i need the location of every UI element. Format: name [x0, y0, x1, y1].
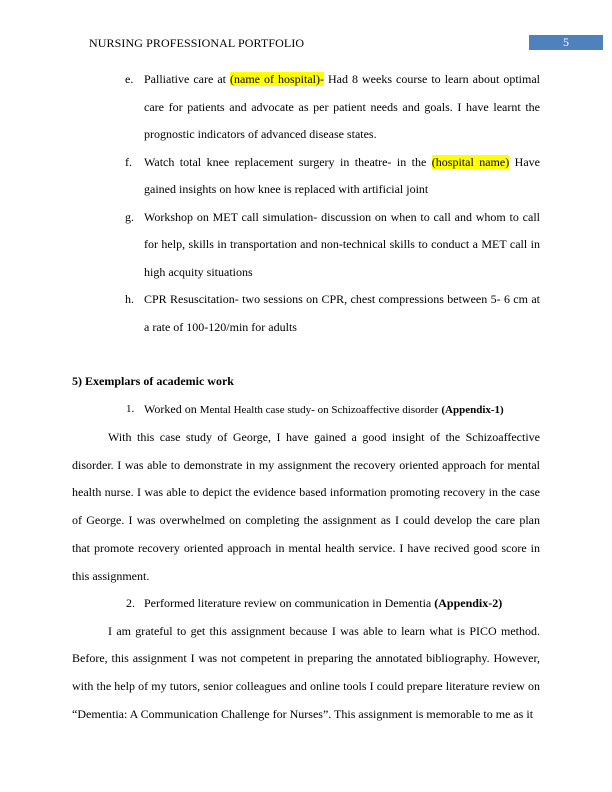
page-number: 5 — [529, 35, 603, 50]
list-marker: e. — [125, 72, 134, 86]
highlighted-placeholder: (hospital name) — [431, 154, 510, 169]
item-text: Palliative care at — [144, 72, 230, 86]
paragraph: I am grateful to get this assignment because I was able to learn what is PICO method. Before, this assignment I was not competent in preparing the annotated bibliography. However, with the help of my tutors, senior colleagues and online tools I could prepare literature review on “Dementia: A Communication Challenge for Nurses”. This assignment is memorable to me as it — [72, 623, 540, 721]
list-marker: g. — [125, 209, 134, 224]
list-marker: f. — [125, 154, 132, 169]
list-item-g — [72, 204, 540, 287]
item-lead: Performed literature review on communication in Dementia — [144, 596, 435, 611]
list-marker: h. — [125, 292, 134, 306]
appendix-ref: (Appendix-2) — [434, 596, 503, 611]
running-header-title: NURSING PROFESSIONAL PORTFOLIO — [89, 36, 305, 50]
list-marker: 2. — [126, 596, 135, 611]
list-item-f — [72, 149, 540, 204]
list-item-h — [72, 286, 540, 341]
paragraph: With this case study of George, I have gained a good insight of the Schizoaffective disorder. I was able to demonstrate in my assignment the recovery oriented approach for mental health nurse. I was able to depict the evidence based information promoting recovery in the case of George. I was overwhelmed on completing the assignment as I could develop the care plan that promote recovery oriented approach in mental health service. I have recived good score in this assignment. — [72, 430, 540, 583]
section-heading: 5) Exemplars of academic work — [72, 374, 234, 388]
item-text: CPR Resuscitation- two sessions on CPR, chest compressions between 5- 6 cm at a rate of 100-120/min for adults — [144, 292, 540, 334]
item-text: Workshop on MET call simulation- discussion on when to call and whom to call for help, skills in transportation and non-technical skills to conduct a MET call in high acquity situations — [144, 209, 540, 279]
page-body — [72, 66, 540, 729]
item-topic: Mental Health case study- on Schizoaffective disorder — [199, 403, 439, 416]
item-text: Have gained insights on how knee is replaced with artificial joint — [144, 154, 540, 196]
item-text: Had 8 weeks course to learn about optimal care for patients and advocate as per patient needs and goals. I have learnt the prognostic indicators of advanced disease states. — [144, 72, 541, 141]
list-marker: 1. — [126, 402, 135, 415]
numbered-item-1 — [72, 396, 540, 425]
highlighted-placeholder: (name of hospital)- — [230, 72, 324, 86]
item-text: Watch total knee replacement surgery in theatre- in the — [144, 154, 432, 169]
appendix-ref: (Appendix-1) — [441, 403, 504, 416]
numbered-item-2 — [72, 590, 540, 618]
list-item-e — [72, 66, 540, 149]
item-lead: Worked on — [144, 401, 200, 416]
